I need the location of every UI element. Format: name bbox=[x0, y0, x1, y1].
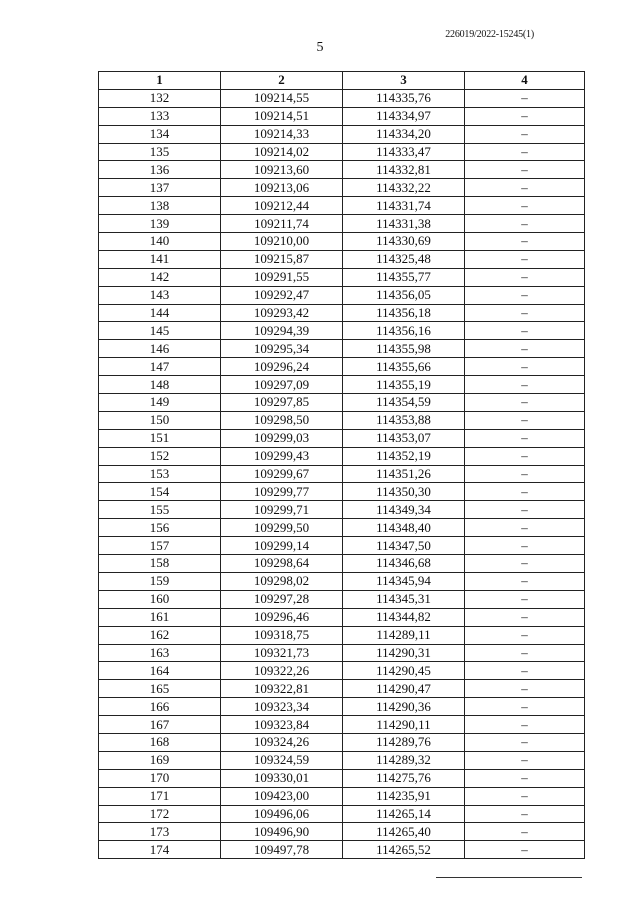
table-cell-dash: – bbox=[465, 644, 585, 662]
table-cell: 109322,81 bbox=[221, 680, 343, 698]
table-cell: 109293,42 bbox=[221, 304, 343, 322]
table-cell: 160 bbox=[99, 590, 221, 608]
table-cell: 109213,60 bbox=[221, 161, 343, 179]
table-cell: 152 bbox=[99, 447, 221, 465]
table-cell-dash: – bbox=[465, 698, 585, 716]
table-cell-dash: – bbox=[465, 304, 585, 322]
table-cell: 114290,11 bbox=[343, 716, 465, 734]
table-cell: 140 bbox=[99, 233, 221, 251]
table-cell: 109299,03 bbox=[221, 429, 343, 447]
table-cell: 173 bbox=[99, 823, 221, 841]
table-cell: 114355,19 bbox=[343, 376, 465, 394]
table-row bbox=[99, 662, 585, 680]
table-cell: 109292,47 bbox=[221, 286, 343, 304]
table-cell: 109324,59 bbox=[221, 751, 343, 769]
table-cell: 109211,74 bbox=[221, 215, 343, 233]
table-row bbox=[99, 233, 585, 251]
table-cell: 114352,19 bbox=[343, 447, 465, 465]
table-cell: 114290,36 bbox=[343, 698, 465, 716]
table-row bbox=[99, 572, 585, 590]
table-cell: 142 bbox=[99, 268, 221, 286]
table-row bbox=[99, 143, 585, 161]
table-cell: 155 bbox=[99, 501, 221, 519]
table-row bbox=[99, 626, 585, 644]
table-cell: 114290,45 bbox=[343, 662, 465, 680]
table-cell-dash: – bbox=[465, 662, 585, 680]
table-cell: 133 bbox=[99, 107, 221, 125]
table-row bbox=[99, 465, 585, 483]
table-cell: 109296,24 bbox=[221, 358, 343, 376]
table-cell: 146 bbox=[99, 340, 221, 358]
table-cell: 109299,43 bbox=[221, 447, 343, 465]
table-cell: 109291,55 bbox=[221, 268, 343, 286]
table-cell: 154 bbox=[99, 483, 221, 501]
table-cell: 114346,68 bbox=[343, 555, 465, 573]
table-row bbox=[99, 716, 585, 734]
table-cell: 114334,97 bbox=[343, 107, 465, 125]
table-cell: 109323,34 bbox=[221, 698, 343, 716]
table-cell-dash: – bbox=[465, 841, 585, 859]
table-row bbox=[99, 751, 585, 769]
table-cell-dash: – bbox=[465, 233, 585, 251]
table-row bbox=[99, 805, 585, 823]
table-cell: 114335,76 bbox=[343, 89, 465, 107]
table-row bbox=[99, 286, 585, 304]
table-cell-dash: – bbox=[465, 161, 585, 179]
table-cell: 114350,30 bbox=[343, 483, 465, 501]
table-cell: 174 bbox=[99, 841, 221, 859]
table-cell: 114351,26 bbox=[343, 465, 465, 483]
table-cell-dash: – bbox=[465, 376, 585, 394]
table-cell: 114356,18 bbox=[343, 304, 465, 322]
table-row bbox=[99, 376, 585, 394]
table-cell: 114289,32 bbox=[343, 751, 465, 769]
table-cell: 114325,48 bbox=[343, 250, 465, 268]
table-row bbox=[99, 429, 585, 447]
table-cell: 109324,26 bbox=[221, 733, 343, 751]
table-cell-dash: – bbox=[465, 340, 585, 358]
table-row bbox=[99, 107, 585, 125]
table-cell: 109322,26 bbox=[221, 662, 343, 680]
table-cell: 114353,07 bbox=[343, 429, 465, 447]
table-cell-dash: – bbox=[465, 268, 585, 286]
table-cell-dash: – bbox=[465, 823, 585, 841]
table-row bbox=[99, 89, 585, 107]
table-cell-dash: – bbox=[465, 537, 585, 555]
table-cell: 114332,22 bbox=[343, 179, 465, 197]
table-cell: 172 bbox=[99, 805, 221, 823]
column-header: 4 bbox=[465, 72, 585, 90]
table-cell: 144 bbox=[99, 304, 221, 322]
table-cell-dash: – bbox=[465, 733, 585, 751]
table-cell: 114347,50 bbox=[343, 537, 465, 555]
table-cell: 163 bbox=[99, 644, 221, 662]
table-cell: 114235,91 bbox=[343, 787, 465, 805]
table-cell-dash: – bbox=[465, 125, 585, 143]
table-cell: 109213,06 bbox=[221, 179, 343, 197]
table-cell-dash: – bbox=[465, 286, 585, 304]
table-row bbox=[99, 555, 585, 573]
table-cell: 137 bbox=[99, 179, 221, 197]
table-cell-dash: – bbox=[465, 179, 585, 197]
table-row bbox=[99, 644, 585, 662]
table-cell: 114333,47 bbox=[343, 143, 465, 161]
table-row bbox=[99, 501, 585, 519]
table-cell: 138 bbox=[99, 197, 221, 215]
table-row bbox=[99, 125, 585, 143]
table-cell: 170 bbox=[99, 769, 221, 787]
column-header: 3 bbox=[343, 72, 465, 90]
table-row bbox=[99, 304, 585, 322]
table-cell-dash: – bbox=[465, 805, 585, 823]
table-row bbox=[99, 394, 585, 412]
table-cell: 132 bbox=[99, 89, 221, 107]
table-row bbox=[99, 268, 585, 286]
table-cell-dash: – bbox=[465, 107, 585, 125]
table-cell-dash: – bbox=[465, 751, 585, 769]
table-cell-dash: – bbox=[465, 608, 585, 626]
table-cell: 114349,34 bbox=[343, 501, 465, 519]
table-cell-dash: – bbox=[465, 429, 585, 447]
table-cell: 114353,88 bbox=[343, 411, 465, 429]
table-cell-dash: – bbox=[465, 358, 585, 376]
table-cell: 109299,50 bbox=[221, 519, 343, 537]
table-row bbox=[99, 680, 585, 698]
table-cell: 109496,90 bbox=[221, 823, 343, 841]
table-cell: 114330,69 bbox=[343, 233, 465, 251]
table-cell: 114265,40 bbox=[343, 823, 465, 841]
table-cell-dash: – bbox=[465, 394, 585, 412]
table-cell-dash: – bbox=[465, 680, 585, 698]
table-cell-dash: – bbox=[465, 447, 585, 465]
table-cell: 114355,66 bbox=[343, 358, 465, 376]
table-cell: 114356,05 bbox=[343, 286, 465, 304]
table-cell-dash: – bbox=[465, 483, 585, 501]
table-row bbox=[99, 358, 585, 376]
table-cell: 109212,44 bbox=[221, 197, 343, 215]
table-cell: 134 bbox=[99, 125, 221, 143]
table-cell-dash: – bbox=[465, 590, 585, 608]
table-cell-dash: – bbox=[465, 716, 585, 734]
table-cell: 164 bbox=[99, 662, 221, 680]
table-cell: 159 bbox=[99, 572, 221, 590]
table-row bbox=[99, 161, 585, 179]
table-cell: 114355,77 bbox=[343, 268, 465, 286]
table-cell: 141 bbox=[99, 250, 221, 268]
table-cell: 167 bbox=[99, 716, 221, 734]
table-cell: 136 bbox=[99, 161, 221, 179]
table-cell: 114344,82 bbox=[343, 608, 465, 626]
coordinates-table bbox=[98, 71, 585, 859]
table-cell: 139 bbox=[99, 215, 221, 233]
table-cell-dash: – bbox=[465, 411, 585, 429]
table-cell-dash: – bbox=[465, 89, 585, 107]
table-row bbox=[99, 769, 585, 787]
table-cell: 109299,67 bbox=[221, 465, 343, 483]
table-cell: 109214,33 bbox=[221, 125, 343, 143]
table-row bbox=[99, 411, 585, 429]
table-cell: 109214,51 bbox=[221, 107, 343, 125]
table-cell: 109297,85 bbox=[221, 394, 343, 412]
table-cell: 153 bbox=[99, 465, 221, 483]
table-cell: 114290,47 bbox=[343, 680, 465, 698]
document-id: 226019/2022-15245(1) bbox=[445, 29, 534, 40]
table-row bbox=[99, 787, 585, 805]
table-cell: 109299,77 bbox=[221, 483, 343, 501]
table-cell: 114265,52 bbox=[343, 841, 465, 859]
table-cell: 114345,31 bbox=[343, 590, 465, 608]
table-cell: 114345,94 bbox=[343, 572, 465, 590]
table-header-row bbox=[99, 72, 585, 90]
column-header: 1 bbox=[99, 72, 221, 90]
table-cell: 114354,59 bbox=[343, 394, 465, 412]
table-cell: 109497,78 bbox=[221, 841, 343, 859]
table-cell-dash: – bbox=[465, 197, 585, 215]
table-cell-dash: – bbox=[465, 572, 585, 590]
table-row bbox=[99, 698, 585, 716]
table-row bbox=[99, 841, 585, 859]
table-cell: 109214,02 bbox=[221, 143, 343, 161]
table-cell: 114289,11 bbox=[343, 626, 465, 644]
table-cell: 158 bbox=[99, 555, 221, 573]
table-cell: 109323,84 bbox=[221, 716, 343, 734]
table-cell: 149 bbox=[99, 394, 221, 412]
table-cell: 151 bbox=[99, 429, 221, 447]
table-row bbox=[99, 179, 585, 197]
table-cell: 114290,31 bbox=[343, 644, 465, 662]
table-cell-dash: – bbox=[465, 626, 585, 644]
table-cell: 109214,55 bbox=[221, 89, 343, 107]
table-cell: 109294,39 bbox=[221, 322, 343, 340]
table-cell-dash: – bbox=[465, 501, 585, 519]
footer-rule bbox=[436, 877, 582, 878]
table-cell: 109298,02 bbox=[221, 572, 343, 590]
table-cell: 171 bbox=[99, 787, 221, 805]
page-number: 5 bbox=[316, 40, 324, 55]
table-cell: 165 bbox=[99, 680, 221, 698]
table-cell-dash: – bbox=[465, 143, 585, 161]
table-row bbox=[99, 250, 585, 268]
table-row bbox=[99, 197, 585, 215]
table-cell: 156 bbox=[99, 519, 221, 537]
table-cell: 114356,16 bbox=[343, 322, 465, 340]
table-row bbox=[99, 447, 585, 465]
table-cell: 109297,28 bbox=[221, 590, 343, 608]
table-cell: 114331,74 bbox=[343, 197, 465, 215]
table-cell-dash: – bbox=[465, 787, 585, 805]
table-cell: 109298,50 bbox=[221, 411, 343, 429]
table-cell-dash: – bbox=[465, 215, 585, 233]
table-cell-dash: – bbox=[465, 322, 585, 340]
table-cell: 114334,20 bbox=[343, 125, 465, 143]
table-cell: 109210,00 bbox=[221, 233, 343, 251]
table-row bbox=[99, 733, 585, 751]
table-cell: 109330,01 bbox=[221, 769, 343, 787]
table-cell: 109296,46 bbox=[221, 608, 343, 626]
table-cell: 114355,98 bbox=[343, 340, 465, 358]
table-cell: 150 bbox=[99, 411, 221, 429]
table-cell: 166 bbox=[99, 698, 221, 716]
table-cell: 109295,34 bbox=[221, 340, 343, 358]
table-row bbox=[99, 340, 585, 358]
table-row bbox=[99, 823, 585, 841]
table-cell: 114275,76 bbox=[343, 769, 465, 787]
table-cell: 109423,00 bbox=[221, 787, 343, 805]
table-row bbox=[99, 608, 585, 626]
table-cell: 109297,09 bbox=[221, 376, 343, 394]
table-cell-dash: – bbox=[465, 465, 585, 483]
table-cell: 109215,87 bbox=[221, 250, 343, 268]
table-cell: 109299,14 bbox=[221, 537, 343, 555]
table-cell: 109299,71 bbox=[221, 501, 343, 519]
table-cell: 114331,38 bbox=[343, 215, 465, 233]
table-row bbox=[99, 215, 585, 233]
table-cell-dash: – bbox=[465, 769, 585, 787]
table-cell: 147 bbox=[99, 358, 221, 376]
table-body bbox=[99, 89, 585, 858]
table-cell: 162 bbox=[99, 626, 221, 644]
table-cell: 157 bbox=[99, 537, 221, 555]
table-cell: 169 bbox=[99, 751, 221, 769]
table-cell: 114265,14 bbox=[343, 805, 465, 823]
table-cell-dash: – bbox=[465, 519, 585, 537]
table-cell: 135 bbox=[99, 143, 221, 161]
table-cell: 161 bbox=[99, 608, 221, 626]
column-header: 2 bbox=[221, 72, 343, 90]
table-cell: 109318,75 bbox=[221, 626, 343, 644]
table-row bbox=[99, 483, 585, 501]
table-cell: 148 bbox=[99, 376, 221, 394]
table-row bbox=[99, 519, 585, 537]
table-cell: 168 bbox=[99, 733, 221, 751]
table-cell-dash: – bbox=[465, 250, 585, 268]
table-cell: 114332,81 bbox=[343, 161, 465, 179]
table-cell: 145 bbox=[99, 322, 221, 340]
table-cell: 109321,73 bbox=[221, 644, 343, 662]
table-cell: 114289,76 bbox=[343, 733, 465, 751]
table-cell: 114348,40 bbox=[343, 519, 465, 537]
table-cell: 109496,06 bbox=[221, 805, 343, 823]
table-cell: 109298,64 bbox=[221, 555, 343, 573]
table-cell: 143 bbox=[99, 286, 221, 304]
table-row bbox=[99, 590, 585, 608]
table-row bbox=[99, 322, 585, 340]
table-cell-dash: – bbox=[465, 555, 585, 573]
table-row bbox=[99, 537, 585, 555]
